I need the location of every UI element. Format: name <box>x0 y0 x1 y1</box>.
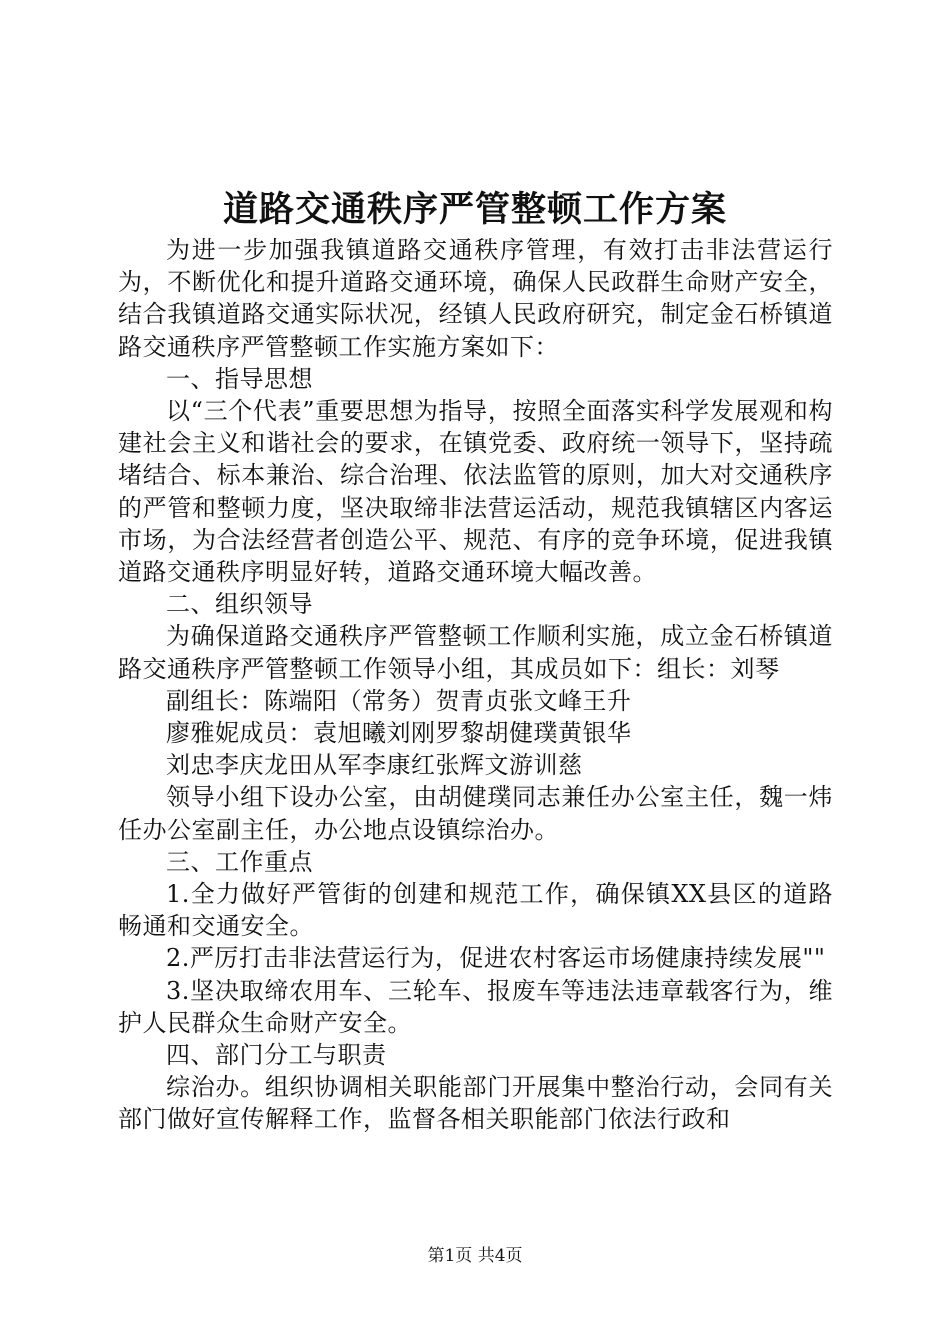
document-body <box>118 234 833 1136</box>
duties-paragraph: 综治办。组织协调相关职能部门开展集中整治行动，会同有关部门做好宣传解释工作，监督各相关职能部门依法行政和 <box>118 1073 833 1134</box>
office-paragraph: 领导小组下设办公室，由胡健璞同志兼任办公室主任，魏一炜任办公室副主任，办公地点设镇综治办。 <box>118 783 833 844</box>
section-heading-guiding-ideology: 一、指导思想 <box>166 364 313 393</box>
organization-paragraph: 为确保道路交通秩序严管整顿工作顺利实施，成立金石桥镇道路交通秩序严管整顿工作领导小组，其成员如下：组长：刘琴 <box>118 622 833 683</box>
deputy-leaders-line: 副组长：陈端阳（常务）贺青贞张文峰王升 <box>166 686 632 715</box>
intro-paragraph: 为进一步加强我镇道路交通秩序管理，有效打击非法营运行为，不断优化和提升道路交通环境，确保人民政群生命财产安全，结合我镇道路交通实际状况，经镇人民政府研究，制定金石桥镇道路交通秩序严管整顿工作实施方案如下： <box>118 236 833 361</box>
section-heading-division-of-duties: 四、部门分工与职责 <box>166 1041 387 1070</box>
key-work-item-2: 2.严厉打击非法营运行为，促进农村客运市场健康持续发展"" <box>166 944 826 973</box>
members-line-2: 刘忠李庆龙田从军李康红张辉文游训慈 <box>166 751 583 780</box>
key-work-item-3: 3.坚决取缔农用车、三轮车、报废车等违法违章载客行为，维护人民群众生命财产安全。 <box>118 976 833 1037</box>
section-heading-key-work: 三、工作重点 <box>166 847 313 876</box>
guiding-ideology-paragraph: 以“三个代表”重要思想为指导，按照全面落实科学发展观和构建社会主义和谐社会的要求，在镇党委、政府统一领导下，坚持疏堵结合、标本兼治、综合治理、依法监管的原则，加大对交通秩序的严管和整顿力度，坚决取缔非法营运活动，规范我镇辖区内客运市场，为合法经营者创造公平、规范、有序的竞争环境，促进我镇道路交通秩序明显好转，道路交通环境大幅改善。 <box>118 397 833 587</box>
document-title: 道路交通秩序严管整顿工作方案 <box>222 189 727 230</box>
section-heading-organization: 二、组织领导 <box>166 590 313 619</box>
key-work-item-1: 1.全力做好严管街的创建和规范工作，确保镇XX县区的道路畅通和交通安全。 <box>118 880 833 941</box>
page-footer: 第1页 共4页 <box>427 1246 523 1266</box>
members-line-1: 廖雅妮成员：袁旭曦刘刚罗黎胡健璞黄银华 <box>166 719 632 748</box>
